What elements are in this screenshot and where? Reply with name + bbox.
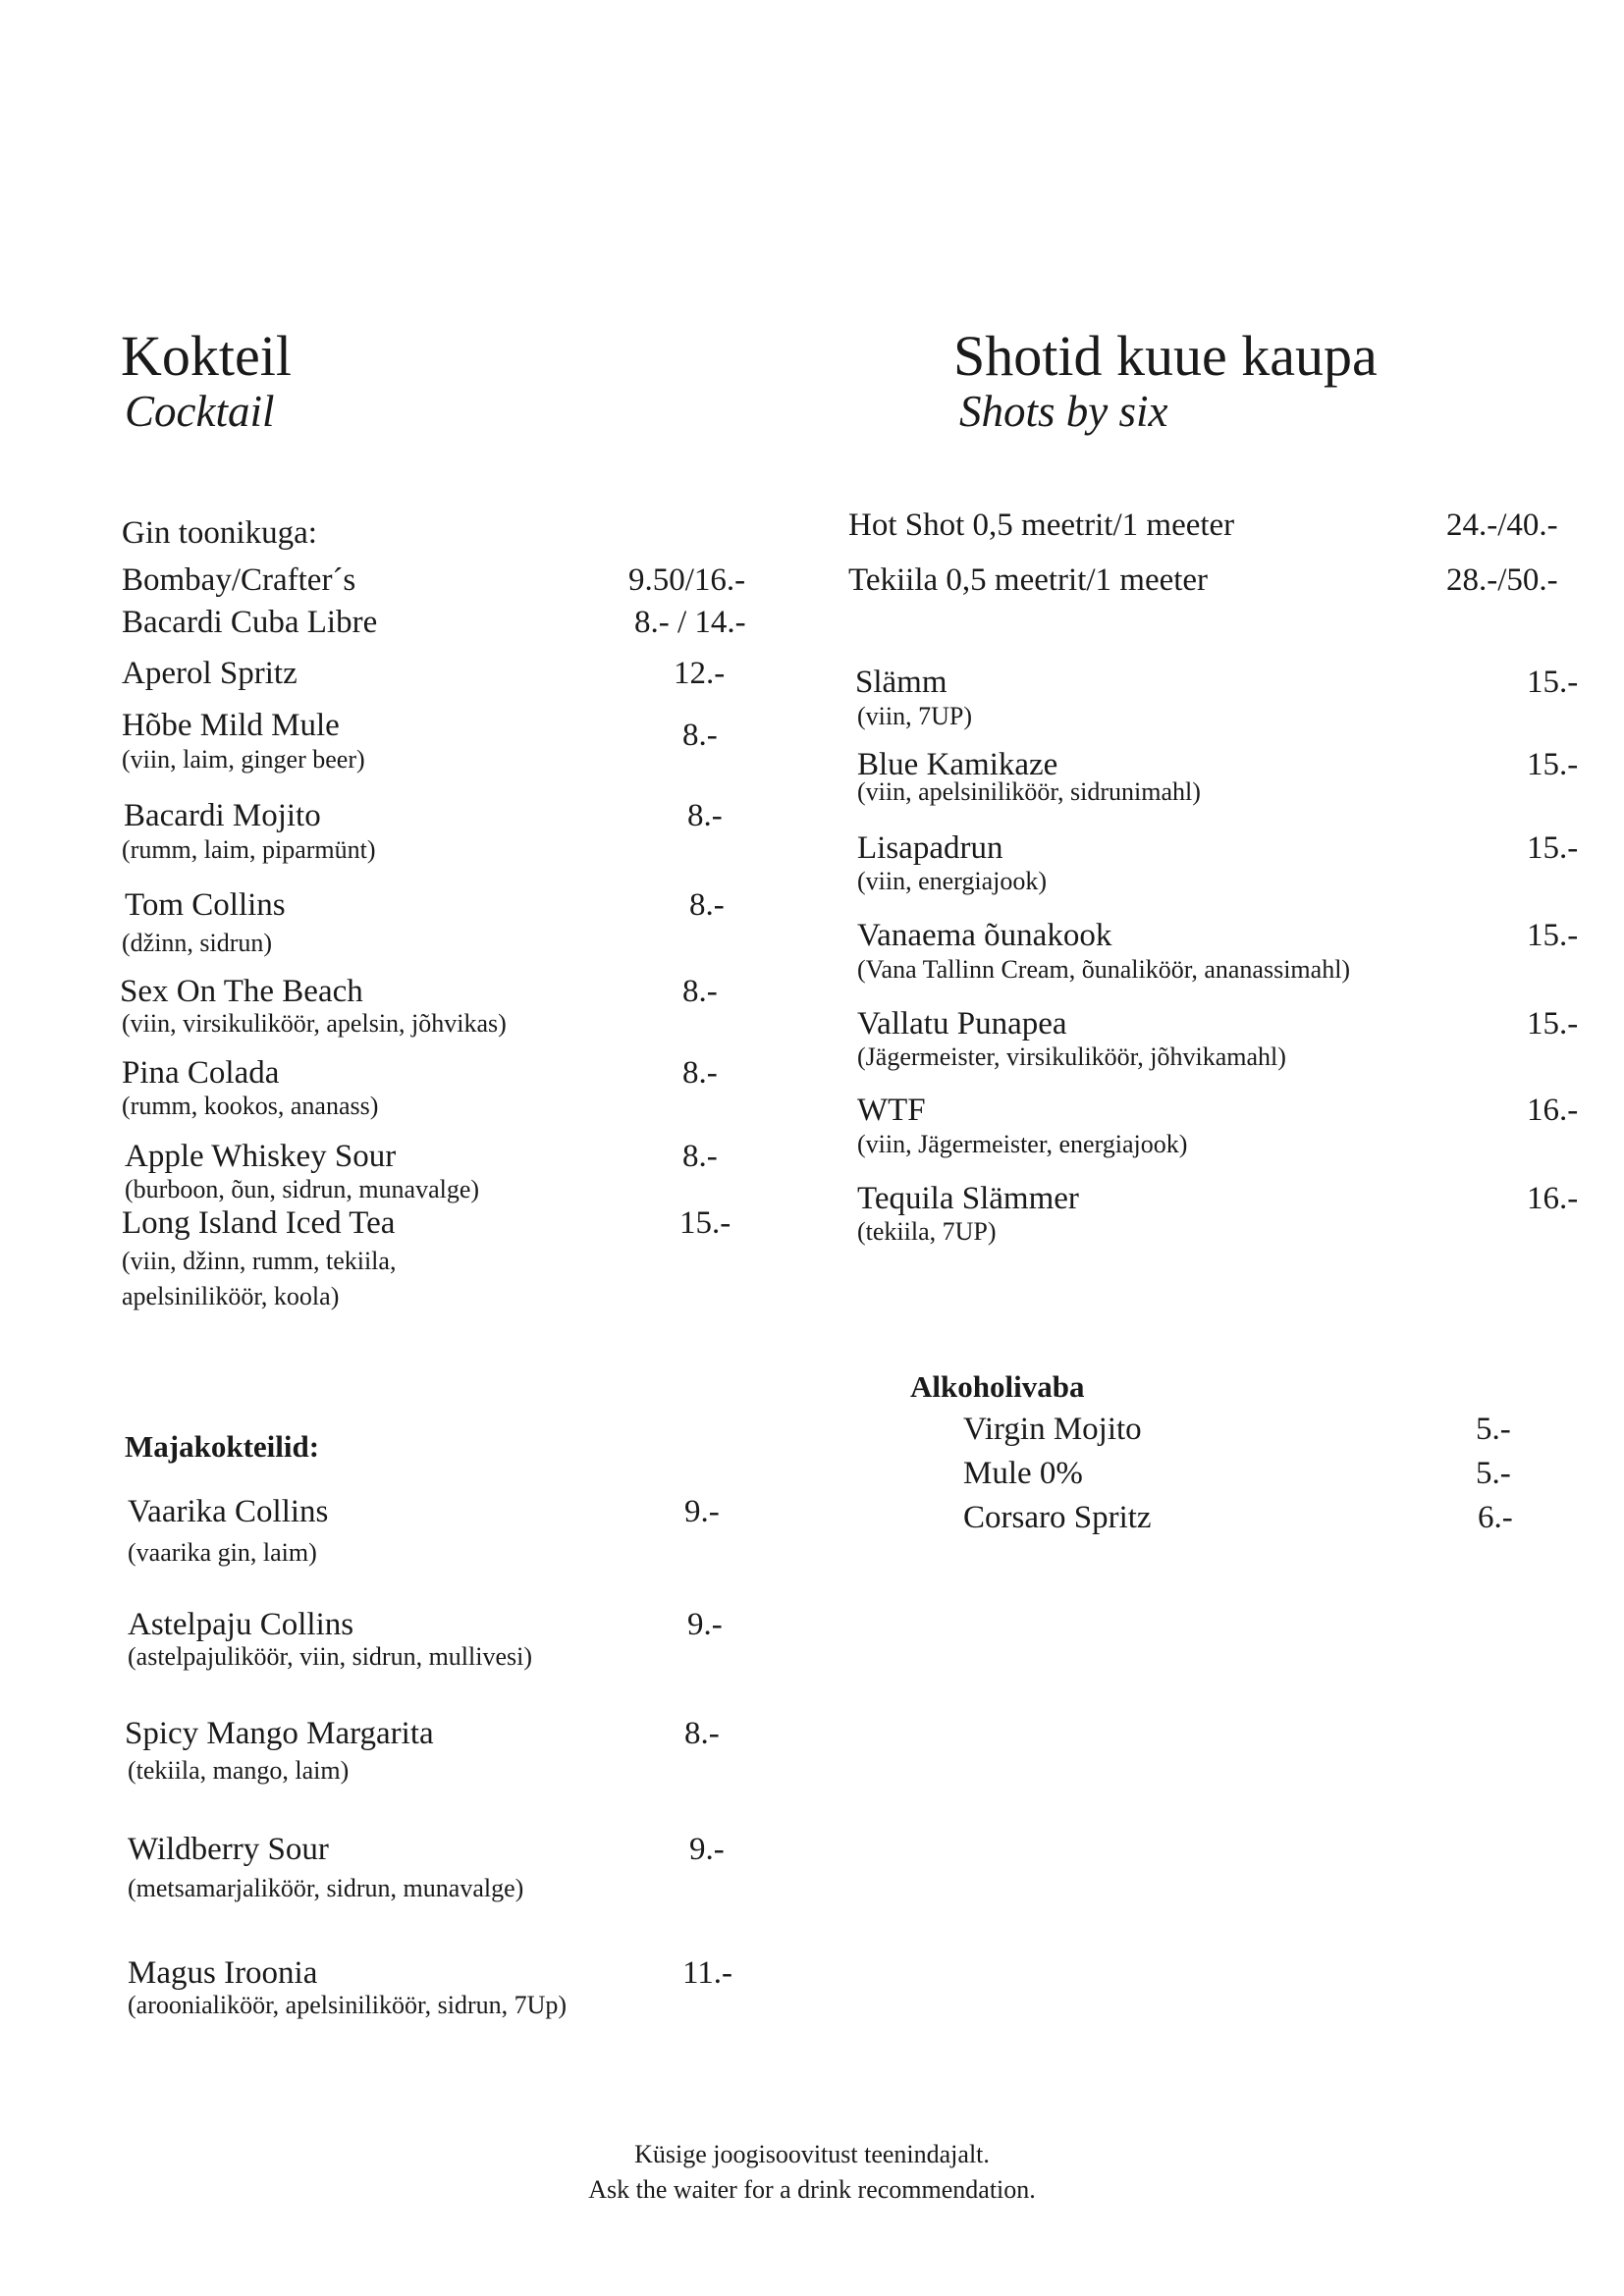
menu-item-price: 15.-: [1527, 1006, 1579, 1041]
menu-item-price: 8.-: [684, 1716, 720, 1751]
menu-item-description: (viin, džinn, rumm, tekiila,: [122, 1247, 397, 1275]
menu-item-price: 15.-: [679, 1205, 731, 1241]
menu-item-name: Tom Collins: [125, 887, 286, 923]
menu-item-name: Astelpaju Collins: [128, 1607, 354, 1642]
menu-item-description: (tekiila, 7UP): [857, 1217, 997, 1246]
shots-subtitle: Shots by six: [959, 387, 1168, 436]
menu-item-description: (Vana Tallinn Cream, õunaliköör, ananassimahl): [857, 955, 1351, 984]
menu-item-price: 28.-/50.-: [1446, 562, 1558, 598]
menu-item-price: 9.-: [684, 1494, 720, 1529]
menu-item-description: apelsiniliköör, koola): [122, 1282, 340, 1310]
menu-item-name: Apple Whiskey Sour: [125, 1139, 397, 1174]
menu-item-price: 5.-: [1476, 1412, 1511, 1447]
shots-title: Shotid kuue kaupa: [953, 324, 1378, 388]
menu-item-description: (aroonialiköör, apelsiniliköör, sidrun, 7Up): [128, 1991, 568, 2019]
menu-item-name: Vallatu Punapea: [857, 1006, 1067, 1041]
menu-item-name: Lisapadrun: [857, 830, 1003, 866]
menu-item-name: Tekiila 0,5 meetrit/1 meeter: [848, 562, 1209, 598]
cocktail-subtitle: Cocktail: [125, 387, 275, 436]
menu-item-price: 6.-: [1478, 1500, 1513, 1535]
menu-item-description: (rumm, laim, piparmünt): [122, 835, 376, 864]
menu-item-name: Slämm: [855, 665, 947, 700]
menu-item-description: (Jägermeister, virsikuliköör, jõhvikamahl): [857, 1042, 1286, 1071]
menu-item-price: 16.-: [1527, 1181, 1579, 1216]
menu-item-name: Sex On The Beach: [120, 974, 363, 1009]
menu-item-name: Long Island Iced Tea: [122, 1205, 396, 1241]
menu-item-description: (viin, laim, ginger beer): [122, 745, 365, 774]
menu-item-name: Hot Shot 0,5 meetrit/1 meeter: [848, 507, 1235, 543]
menu-item-price: 8.- / 14.-: [634, 605, 746, 640]
menu-item-name: Blue Kamikaze: [857, 747, 1058, 782]
menu-item-price: 15.-: [1527, 747, 1579, 782]
menu-item-name: Wildberry Sour: [128, 1832, 329, 1867]
menu-item-price: 9.-: [689, 1832, 725, 1867]
menu-item-name: Pina Colada: [122, 1055, 280, 1091]
menu-item-description: (astelpajuliköör, viin, sidrun, mullivesi): [128, 1642, 533, 1671]
menu-item-name: Vaarika Collins: [128, 1494, 329, 1529]
menu-item-price: 8.-: [682, 974, 718, 1009]
menu-item-description: (viin, 7UP): [857, 702, 972, 730]
menu-item-description: (burboon, õun, sidrun, munavalge): [125, 1175, 480, 1203]
menu-item-name: Bacardi Mojito: [124, 798, 321, 833]
menu-item-price: 5.-: [1476, 1456, 1511, 1491]
menu-item-description: (metsamarjaliköör, sidrun, munavalge): [128, 1874, 524, 1902]
menu-item-price: 16.-: [1527, 1093, 1579, 1128]
menu-item-name: Mule 0%: [963, 1456, 1083, 1491]
menu-item-name: Hõbe Mild Mule: [122, 708, 340, 743]
menu-item-price: 8.-: [682, 718, 718, 753]
menu-item-description: (viin, apelsiniliköör, sidrunimahl): [857, 777, 1201, 806]
menu-item-description: (viin, energiajook): [857, 867, 1048, 895]
menu-item-price: 9.-: [687, 1607, 723, 1642]
menu-item-name: Aperol Spritz: [122, 656, 298, 691]
menu-item-name: Tequila Slämmer: [857, 1181, 1079, 1216]
menu-item-description: (viin, Jägermeister, energiajook): [857, 1130, 1188, 1158]
menu-item-name: Virgin Mojito: [963, 1412, 1142, 1447]
house-cocktails-title: Majakokteilid:: [125, 1429, 320, 1464]
menu-item-price: 9.50/16.-: [628, 562, 746, 598]
menu-item-description: (džinn, sidrun): [122, 929, 273, 957]
menu-item-price: 11.-: [682, 1955, 733, 1991]
menu-item-name: Bacardi Cuba Libre: [122, 605, 378, 640]
menu-item-description: (vaarika gin, laim): [128, 1538, 317, 1567]
menu-item-price: 15.-: [1527, 918, 1579, 953]
menu-item-description: (viin, virsikuliköör, apelsin, jõhvikas): [122, 1009, 507, 1038]
gin-header: Gin toonikuga:: [122, 515, 317, 551]
nonalcoholic-title: Alkoholivaba: [910, 1369, 1085, 1404]
menu-item-price: 12.-: [674, 656, 726, 691]
menu-item-name: Magus Iroonia: [128, 1955, 318, 1991]
menu-item-price: 8.-: [682, 1139, 718, 1174]
cocktail-title: Kokteil: [121, 324, 292, 388]
menu-item-description: (rumm, kookos, ananass): [122, 1092, 379, 1120]
menu-item-price: 15.-: [1527, 665, 1579, 700]
footer-estonian: Küsige joogisoovitust teenindajalt.: [634, 2140, 990, 2168]
menu-item-price: 15.-: [1527, 830, 1579, 866]
menu-item-price: 8.-: [682, 1055, 718, 1091]
menu-item-name: WTF: [857, 1093, 926, 1128]
menu-item-description: (tekiila, mango, laim): [128, 1756, 350, 1785]
menu-item-name: Vanaema õunakook: [857, 918, 1112, 953]
menu-item-name: Corsaro Spritz: [963, 1500, 1152, 1535]
footer-english: Ask the waiter for a drink recommendation.: [588, 2175, 1036, 2204]
menu-item-price: 24.-/40.-: [1446, 507, 1558, 543]
menu-item-name: Spicy Mango Margarita: [125, 1716, 434, 1751]
menu-item-price: 8.-: [687, 798, 723, 833]
menu-item-name: Bombay/Crafter´s: [122, 562, 356, 598]
menu-item-price: 8.-: [689, 887, 725, 923]
